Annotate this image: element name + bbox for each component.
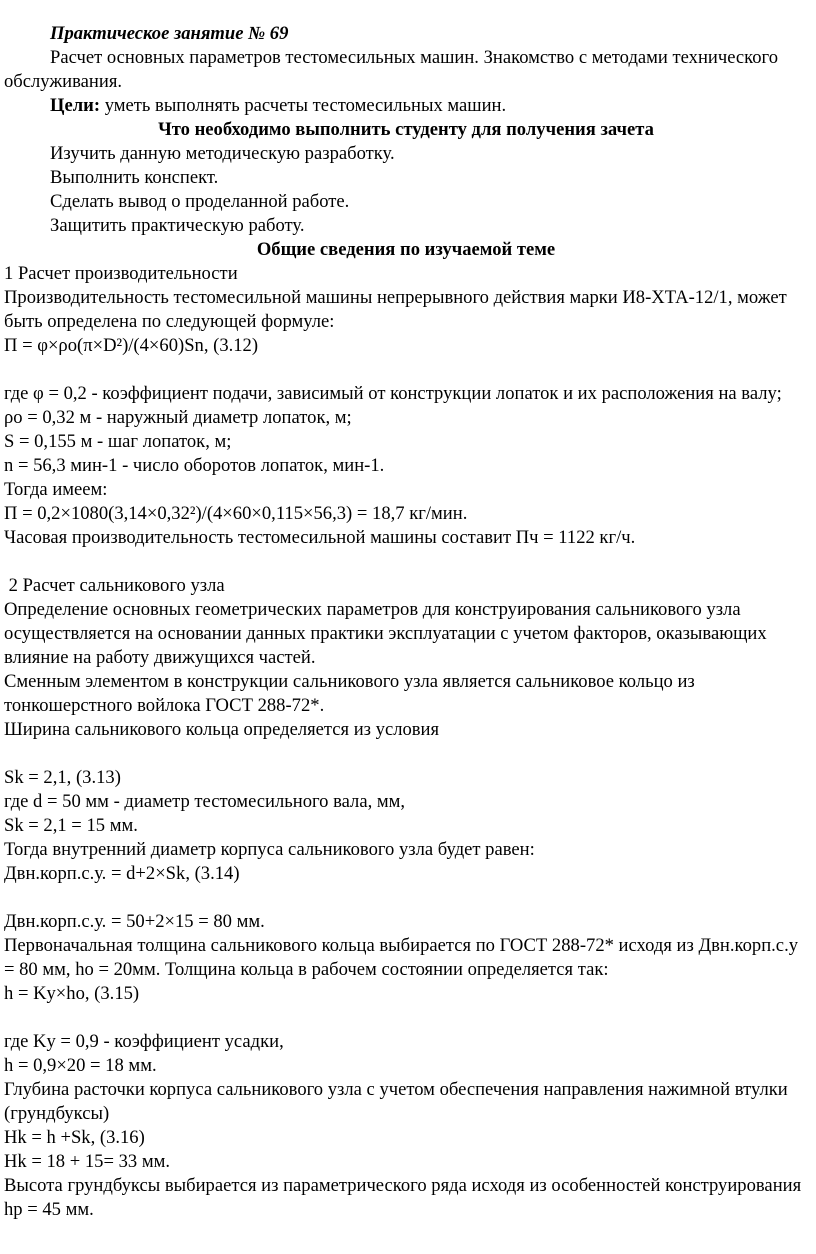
section2-paragraph-2: Сменным элементом в конструкции сальникового узла является сальниковое кольцо из тонкошерстного войлока ГОСТ 288-72*. <box>4 671 695 716</box>
depth-paragraph: Глубина расточки корпуса сальникового узла с учетом обеспечения направления нажимной втулки (грундбуксы) <box>4 1079 788 1124</box>
spacer <box>4 742 808 766</box>
hourly-productivity: Часовая производительность тестомесильной машины составит Пч = 1122 кг/ч. <box>4 527 636 548</box>
spacer <box>4 886 808 910</box>
formula-3-14: Двн.корп.с.у. = d+2×Sk, (3.14) <box>4 863 240 884</box>
section2-title: 2 Расчет сальникового узла <box>4 575 225 596</box>
requirement-item: Выполнить конспект. <box>50 167 219 188</box>
sk-value: Sk = 2,1 = 15 мм. <box>4 815 138 836</box>
page-title: Практическое занятие № 69 <box>50 23 289 44</box>
height-paragraph: Высота грундбуксы выбирается из параметрического ряда исходя из особенностей конструирования hр = 45 мм. <box>4 1175 802 1220</box>
spacer <box>4 550 808 574</box>
formula-3-13: Sk = 2,1, (3.13) <box>4 767 121 788</box>
thickness-paragraph: Первоначальная толщина сальникового кольца выбирается по ГОСТ 288-72* исходя из Двн.корп.с.у = 80 мм, hо = 20мм. Толщина кольца в рабочем состоянии определяется так: <box>4 935 799 980</box>
hk-value: Hk = 18 + 15= 33 мм. <box>4 1151 171 1172</box>
inner-diameter-intro: Тогда внутренний диаметр корпуса сальникового узла будет равен: <box>4 839 535 860</box>
goals-text: уметь выполнять расчеты тестомесильных машин. <box>100 95 507 116</box>
rho-definition: ρо = 0,32 м - наружный диаметр лопаток, м; <box>4 407 352 428</box>
formula-3-15: h = Ky×hо, (3.15) <box>4 983 140 1004</box>
section2-paragraph-1: Определение основных геометрических параметров для конструирования сальникового узла осуществляется на основании данных практики эксплуатации с учетом факторов, оказывающих влияние на работу движущихся частей. <box>4 599 767 668</box>
section2-paragraph-3: Ширина сальникового кольца определяется из условия <box>4 719 440 740</box>
inner-diameter-value: Двн.корп.с.у. = 50+2×15 = 80 мм. <box>4 911 265 932</box>
then-text: Тогда имеем: <box>4 479 108 500</box>
h-value: h = 0,9×20 = 18 мм. <box>4 1055 157 1076</box>
n-definition: n = 56,3 мин-1 - число оборотов лопаток, мин-1. <box>4 455 385 476</box>
where-ky: где Ky = 0,9 - коэффициент усадки, <box>4 1031 284 1052</box>
subject-paragraph: Расчет основных параметров тестомесильных машин. Знакомство с методами технического обслуживания. <box>4 47 779 92</box>
requirement-item: Защитить практическую работу. <box>50 215 305 236</box>
goals-paragraph <box>4 94 808 118</box>
section1-title: 1 Расчет производительности <box>4 263 238 284</box>
general-heading: Общие сведения по изучаемой теме <box>256 239 556 260</box>
formula-3-16: Hk = h +Sk, (3.16) <box>4 1127 145 1148</box>
spacer <box>4 1006 808 1030</box>
requirement-item: Сделать вывод о проделанной работе. <box>50 191 350 212</box>
spacer <box>4 358 808 382</box>
s-definition: S = 0,155 м - шаг лопаток, м; <box>4 431 232 452</box>
where-d: где d = 50 мм - диаметр тестомесильного вала, мм, <box>4 791 406 812</box>
section1-intro: Производительность тестомесильной машины непрерывного действия марки И8-ХТА-12/1, может быть определена по следующей формуле: <box>4 287 787 332</box>
productivity-calc: П = 0,2×1080(3,14×0,32²)/(4×60×0,115×56,3) = 18,7 кг/мин. <box>4 503 468 524</box>
requirement-item: Изучить данную методическую разработку. <box>50 143 395 164</box>
goals-label: Цели: <box>50 95 101 116</box>
formula-3-12: П = φ×ρо(π×D²)/(4×60)Sn, (3.12) <box>4 335 259 356</box>
where-phi: где φ = 0,2 - коэффициент подачи, зависимый от конструкции лопаток и их расположения на валу; <box>4 383 782 404</box>
requirements-heading: Что необходимо выполнить студенту для получения зачета <box>158 119 654 140</box>
